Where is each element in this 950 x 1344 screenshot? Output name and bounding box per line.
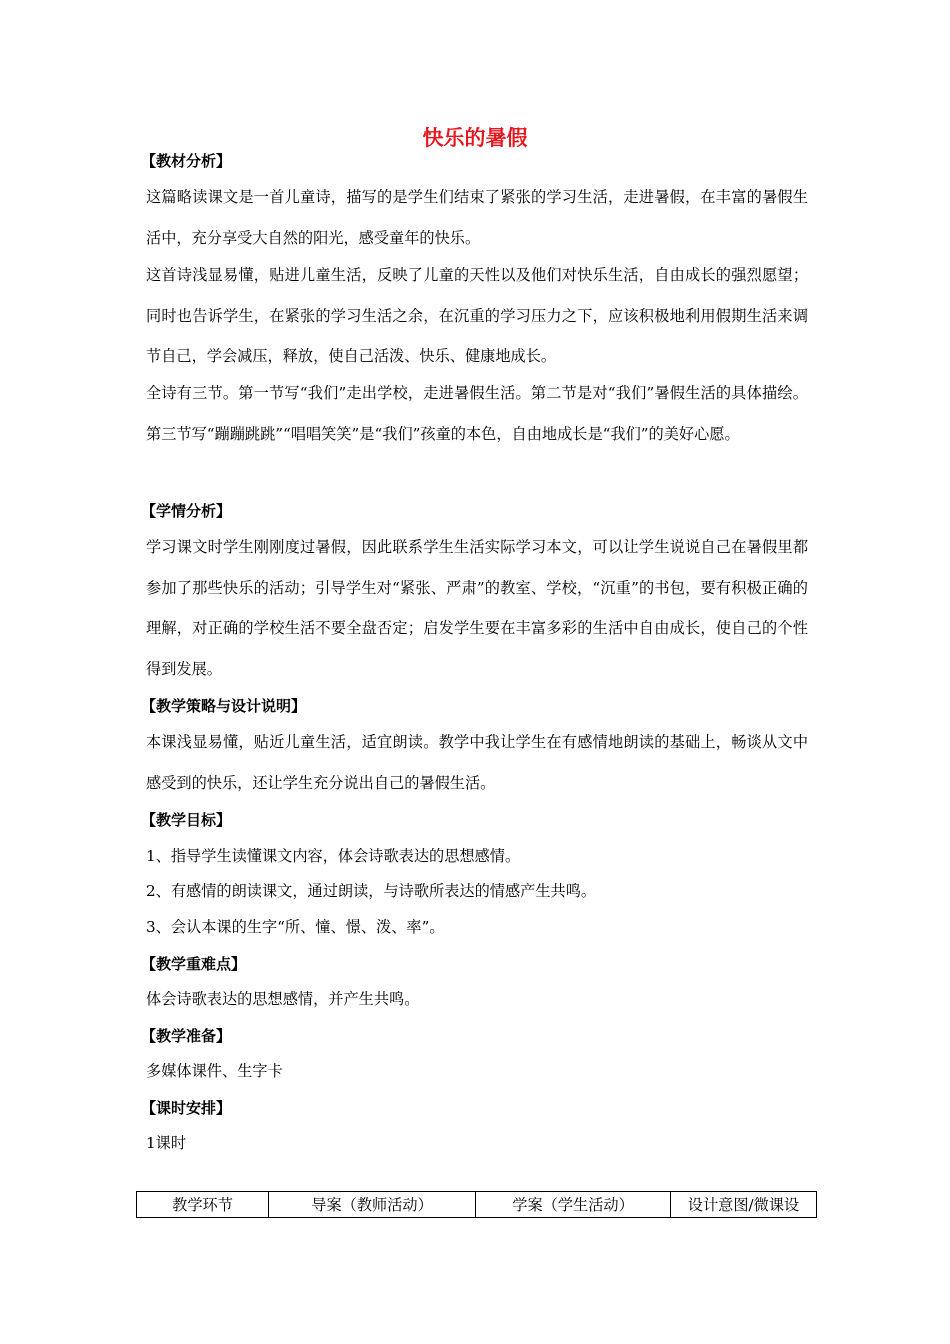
heading-schedule: 【课时安排】 (141, 1099, 232, 1117)
heading-textbook-analysis: 【教材分析】 (141, 152, 232, 170)
schedule-text: 1课时 (146, 1134, 187, 1152)
objective-item-1: 1、指导学生读懂课文内容，体会诗歌表达的思想感情。 (146, 847, 521, 865)
textbook-analysis-paragraph-3: 全诗有三节。第一节写“我们”走出学校，走进暑假生活。第二节是对“我们”暑假生活的具体描绘。第三节写“蹦蹦跳跳”“唱唱笑笑”是“我们”孩童的本色，自由地成长是“我们”的美好心愿。 (146, 384, 808, 443)
lesson-plan-table (136, 1191, 817, 1218)
table-header-cell: 学案（学生活动） (476, 1192, 671, 1218)
table-header-cell: 设计意图/微课设 (671, 1192, 817, 1218)
table-header-cell: 教学环节 (137, 1192, 269, 1218)
key-points-text: 体会诗歌表达的思想感情，并产生共鸣。 (146, 990, 420, 1008)
table-header-row (137, 1192, 817, 1218)
textbook-analysis-paragraph-2: 这首诗浅显易懂，贴进儿童生活，反映了儿童的天性以及他们对快乐生活，自由成长的强烈愿望；同时也告诉学生，在紧张的学习生活之余，在沉重的学习压力之下，应该积极地利用假期生活来调节自己，学会减压，释放，使自己活泼、快乐、健康地成长。 (146, 266, 808, 365)
student-analysis-paragraph: 学习课文时学生刚刚度过暑假，因此联系学生生活实际学习本文，可以让学生说说自己在暑假里都参加了那些快乐的活动；引导学生对“紧张、严肃”的教室、学校，“沉重”的书包，要有积极正确的理解，对正确的学校生活不要全盘否定；启发学生要在丰富多彩的生活中自由成长，使自己的个性得到发展。 (146, 538, 808, 678)
heading-teaching-objectives: 【教学目标】 (141, 811, 232, 829)
heading-teaching-strategy: 【教学策略与设计说明】 (141, 697, 307, 715)
objective-item-2: 2、有感情的朗读课文，通过朗读，与诗歌所表达的情感产生共鸣。 (146, 882, 597, 900)
textbook-analysis-paragraph-1: 这篇略读课文是一首儿童诗，描写的是学生们结束了紧张的学习生活，走进暑假，在丰富的暑假生活中，充分享受大自然的阳光，感受童年的快乐。 (146, 188, 808, 247)
preparation-text: 多媒体课件、生字卡 (146, 1062, 283, 1080)
objective-item-3: 3、会认本课的生字“所、憧、憬、泼、率”。 (146, 918, 445, 936)
document-title: 快乐的暑假 (422, 125, 528, 150)
table-header-cell: 导案（教师活动） (269, 1192, 476, 1218)
heading-key-points: 【教学重难点】 (141, 955, 247, 973)
teaching-strategy-paragraph: 本课浅显易懂，贴近儿童生活，适宜朗读。教学中我让学生在有感情地朗读的基础上，畅谈从文中感受到的快乐，还让学生充分说出自己的暑假生活。 (146, 733, 808, 792)
heading-student-analysis: 【学情分析】 (141, 502, 232, 520)
heading-preparation: 【教学准备】 (141, 1027, 232, 1045)
